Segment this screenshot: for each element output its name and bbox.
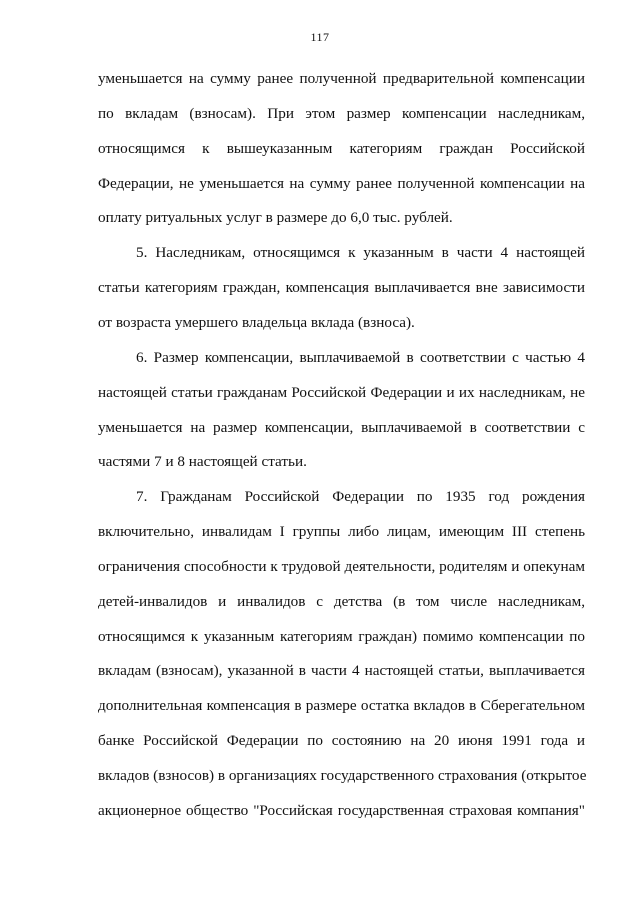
text-line: относящимся к указанным категориям граждан) помимо компенсации по bbox=[98, 628, 585, 645]
text-line: ограничения способности к трудовой деятельности, родителям и опекунам bbox=[98, 558, 585, 575]
text-line: включительно, инвалидам I группы либо лицам, имеющим III степень bbox=[98, 523, 585, 540]
text-line: вкладам (взносам), указанной в части 4 настоящей статьи, выплачивается bbox=[98, 662, 585, 679]
text-line: по вкладам (взносам). При этом размер компенсации наследникам, bbox=[98, 105, 585, 122]
text-line: частями 7 и 8 настоящей статьи. bbox=[98, 453, 307, 470]
text-line: Федерации, не уменьшается на сумму ранее полученной компенсации на bbox=[98, 175, 585, 192]
page-number: 117 bbox=[310, 30, 330, 44]
text-line: 5. Наследникам, относящимся к указанным в части 4 настоящей bbox=[136, 244, 585, 261]
text-line: относящимся к вышеуказанным категориям граждан Российской bbox=[98, 140, 585, 157]
text-line: детей-инвалидов и инвалидов с детства (в том числе наследникам, bbox=[98, 593, 585, 610]
text-line: 7. Гражданам Российской Федерации по 1935 год рождения bbox=[136, 488, 585, 505]
text-line: уменьшается на сумму ранее полученной предварительной компенсации bbox=[98, 70, 585, 87]
text-line: статьи категориям граждан, компенсация выплачивается вне зависимости bbox=[98, 279, 585, 296]
text-line: вкладов (взносов) в организациях государственного страхования (открытое bbox=[98, 767, 587, 784]
text-line: настоящей статьи гражданам Российской Федерации и их наследникам, не bbox=[98, 384, 585, 401]
text-line: от возраста умершего владельца вклада (взноса). bbox=[98, 314, 415, 331]
text-line: банке Российской Федерации по состоянию на 20 июня 1991 года и bbox=[98, 732, 585, 749]
text-line: 6. Размер компенсации, выплачиваемой в соответствии с частью 4 bbox=[136, 349, 585, 366]
text-line: акционерное общество "Российская государственная страховая компания" bbox=[98, 802, 585, 819]
text-line: дополнительная компенсация в размере остатка вкладов в Сберегательном bbox=[98, 697, 585, 714]
text-line: оплату ритуальных услуг в размере до 6,0 тыс. рублей. bbox=[98, 209, 453, 226]
text-line: уменьшается на размер компенсации, выплачиваемой в соответствии с bbox=[98, 419, 585, 436]
